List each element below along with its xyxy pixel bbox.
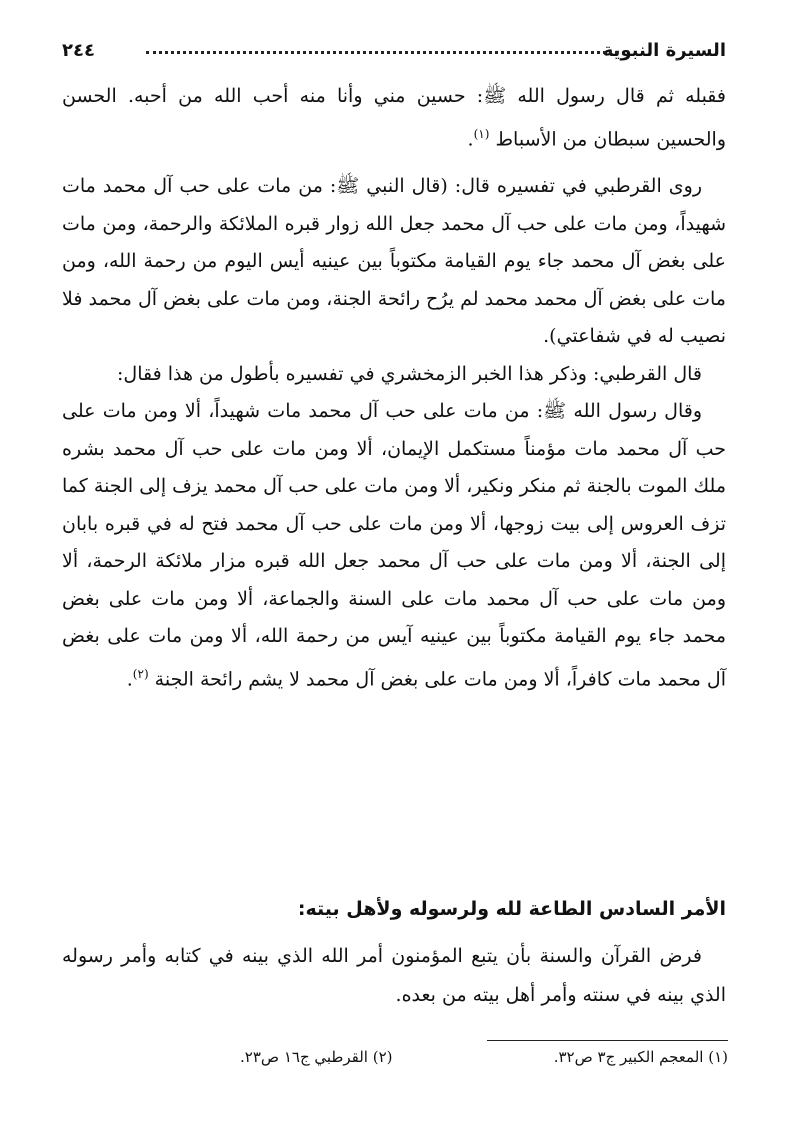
paragraph-1: فقبله ثم قال رسول الله ﷺ: حسين مني وأنا منه أحب الله من أحبه. الحسن والحسين سبطان من الأسباط $^{(١)}$.: [62, 85, 726, 150]
dotted-leader: [146, 51, 618, 54]
book-title: السيرة النبوية: [602, 40, 726, 61]
paragraph-2: روى القرطبي في تفسيره قال: (قال النبي ﷺ: من مات على حب آل محمد مات شهيداً، ومن مات على حب آل محمد جعل الله زوار قبره الملائكة والرحمة، ومن مات على بغض آل محمد جاء يوم القيامة مكتوباً بين عينيه أيس اليوم من رحمة الله، ومن مات على بغض آل محمد محمد لم يرُح رائحة الجنة، ومن مات على بغض آل محمد فلا نصيب له في شفاعتي).: [62, 175, 726, 348]
page-number: ٢٤٤: [62, 40, 95, 61]
paragraph-5: فرض القرآن والسنة بأن يتبع المؤمنون أمر الله الذي بينه في كتابه وأمر رسوله الذي بينه في سنته وأمر أهل بيته من بعده.: [62, 945, 726, 1006]
closing-text: [62, 937, 726, 1015]
footnotes: [240, 1048, 728, 1066]
footnote-ref-2: (٢): [132, 666, 149, 681]
section-heading: الأمر السادس الطاعة لله ولرسوله ولأهل بيته:: [297, 898, 726, 920]
footnote-ref-1: (١): [473, 126, 490, 141]
paragraph-gap: [62, 158, 726, 168]
footnote-2: (٢) القرطبي ج١٦ ص٢٣.: [240, 1048, 393, 1066]
footnote-divider: [487, 1040, 728, 1041]
main-text: [62, 78, 726, 699]
paragraph-3: قال القرطبي: وذكر هذا الخبر الزمخشري في تفسيره بأطول من هذا فقال:: [116, 362, 702, 385]
running-header: [62, 38, 726, 72]
paragraph-4: وقال رسول الله ﷺ: من مات على حب آل محمد مات شهيداً، ألا ومن مات على حب آل محمد مات مؤمناً مستكمل الإيمان، ألا ومن مات على حب آل محمد بشره ملك الموت بالجنة ثم منكر ونكير، ألا ومن مات على حب آل محمد يزف إلى الجنة كما تزف العروس إلى بيت زوجها، ألا ومن مات على حب آل محمد فتح له في قبره بابان إلى الجنة، ألا ومن مات على حب آل محمد جعل الله قبره مزار ملائكة الرحمة، ألا ومن مات على حب آل محمد مات على السنة والجماعة، ألا ومن مات على بغض محمد جاء يوم القيامة مكتوباً بين عينيه آيس من رحمة الله، ألا ومن مات على بغض آل محمد مات كافراً، ألا ومن مات على بغض آل محمد لا يشم رائحة الجنة $^{(٢)}$.: [62, 400, 726, 691]
footnote-1: (١) المعجم الكبير ج٣ ص٣٢.: [553, 1048, 728, 1066]
